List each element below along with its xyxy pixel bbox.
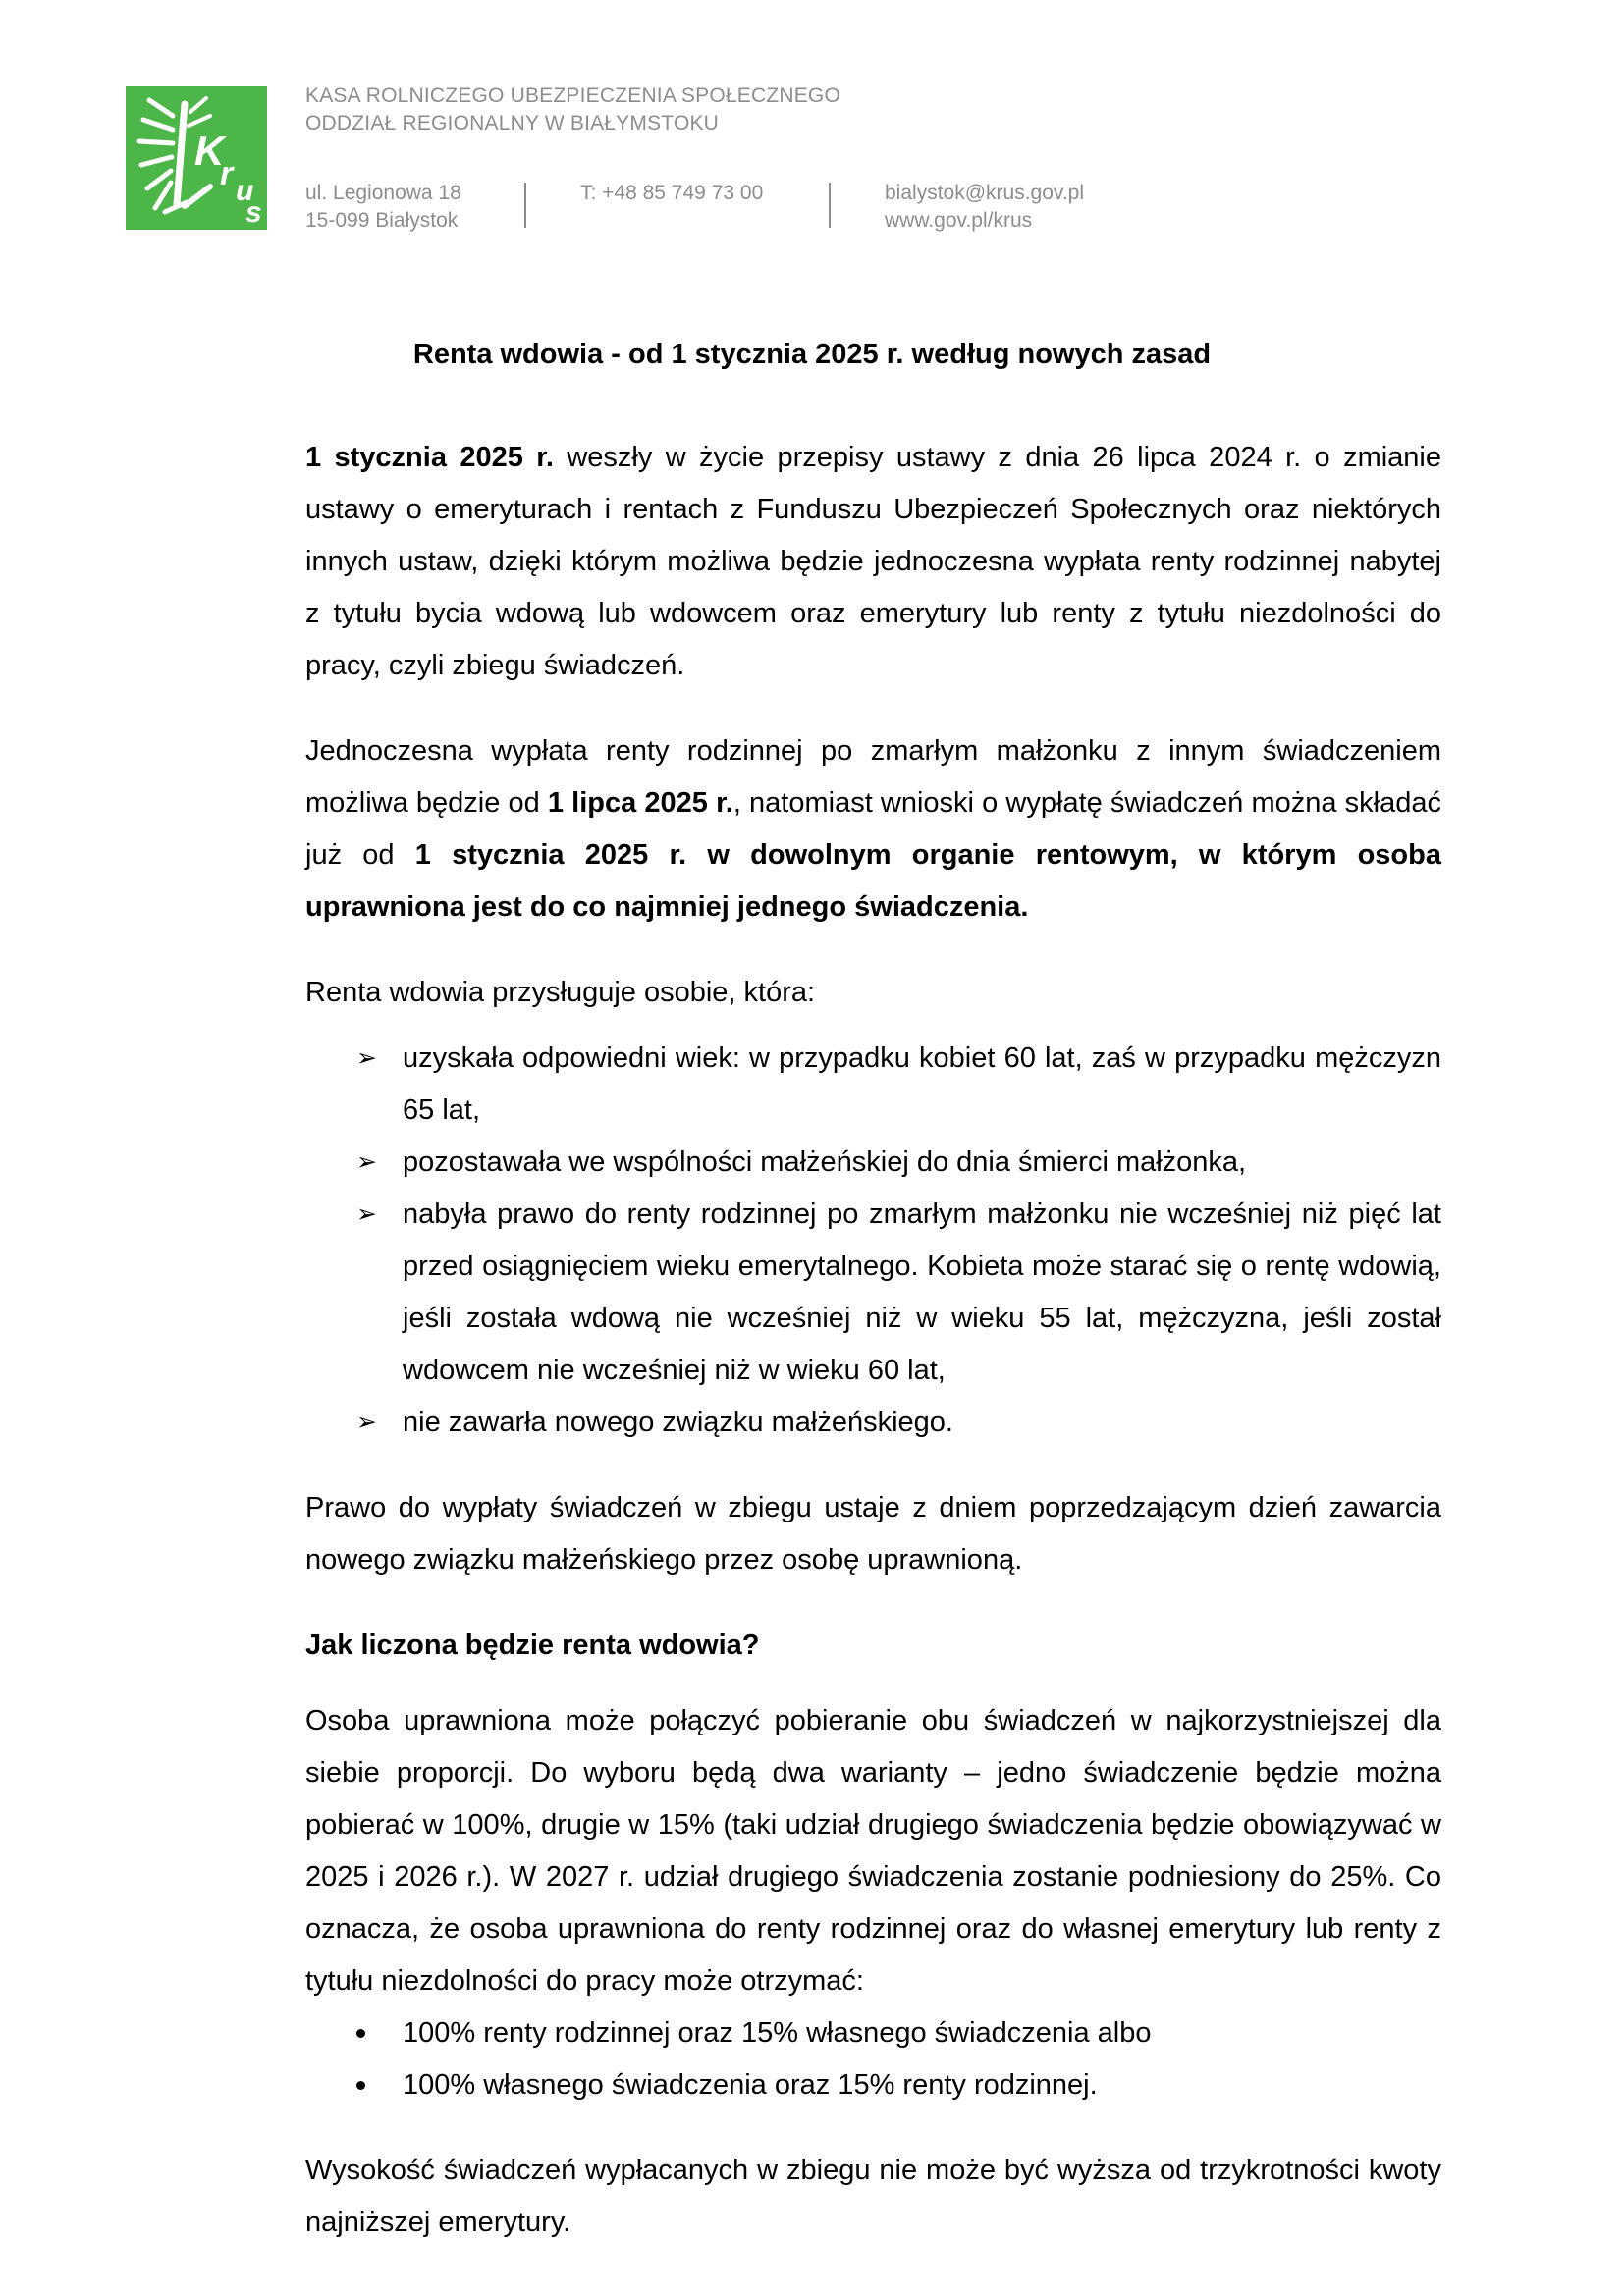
bullet-dot-icon: [356, 2029, 365, 2038]
paragraph-termination: Prawo do wypłaty świadczeń w zbiegu ustaje z dniem poprzedzającym dzień zawarcia nowego związku małżeńskiego przez osobę uprawnioną.: [305, 1492, 1441, 1575]
paragraph-calculation: Osoba uprawniona może połączyć pobieranie obu świadczeń w najkorzystniejszej dla siebie proporcji. Do wyboru będą dwa warianty – jedno świadczenie będzie można pobierać w 100%, drugie w 15% (taki udział drugiego świadczenia będzie obowiązywać w 2025 i 2026 r.). W 2027 r. udział drugiego świadczenia zostanie podniesiony do 25%. Co oznacza, że osoba uprawniona do renty rodzinnej oraz do własnej emerytury lub renty z tytułu niezdolności do pracy może otrzymać:: [305, 1705, 1441, 1997]
list-item: [305, 2059, 1441, 2111]
document-body: [305, 432, 1441, 2282]
list-item-text: pozostawała we wspólności małżeńskiej do dnia śmierci małżonka,: [403, 1147, 1247, 1178]
address-street: ul. Legionowa 18: [305, 182, 461, 204]
options-list: [305, 2007, 1441, 2111]
list-item: [305, 1033, 1441, 1137]
organization-name: [305, 82, 840, 137]
list-item: [305, 1189, 1441, 1397]
phone-block: [580, 180, 763, 207]
section-heading: Jak liczona będzie renta wdowia?: [305, 1629, 760, 1661]
list-item-text: 100% własnego świadczenia oraz 15% renty rodzinnej.: [403, 2069, 1098, 2101]
paragraph-limit: Wysokość świadczeń wypłacanych w zbiegu nie może być wyższa od trzykrotności kwoty najniższej emerytury.: [305, 2155, 1441, 2238]
svg-text:u: u: [236, 175, 254, 207]
svg-text:r: r: [220, 155, 234, 192]
arrow-bullet-icon: ➢: [356, 1409, 377, 1436]
payment-application-note: 1 stycznia 2025 r. w dowolnym organie rentowym, w którym osoba uprawniona jest do co najmniej jednego świadczenia.: [305, 839, 1441, 923]
organization-line-1: KASA ROLNICZEGO UBEZPIECZENIA SPOŁECZNEGO: [305, 84, 840, 107]
paragraph-intro: [305, 432, 1441, 692]
letterhead-divider: [524, 183, 526, 228]
eligibility-list: [305, 1033, 1441, 1449]
phone-number: T: +48 85 749 73 00: [580, 182, 764, 204]
list-item-text: 100% renty rodzinnej oraz 15% własnego świadczenia albo: [403, 2017, 1152, 2049]
website-link[interactable]: www.gov.pl/krus: [885, 209, 1033, 232]
list-item-text: nie zawarła nowego związku małżeńskiego.: [403, 1407, 953, 1438]
organization-line-2: ODDZIAŁ REGIONALNY W BIAŁYMSTOKU: [305, 112, 720, 134]
list-item: [305, 1137, 1441, 1189]
payment-text-2: , natomiast wnioski o wypłatę świadczeń można składać już od: [305, 787, 1441, 871]
list-item-text: uzyskała odpowiedni wiek: w przypadku kobiet 60 lat, zaś w przypadku mężczyzn 65 lat,: [403, 1042, 1441, 1126]
letterhead-divider: [829, 183, 831, 228]
arrow-bullet-icon: ➢: [356, 1201, 377, 1228]
svg-text:K: K: [194, 128, 225, 174]
payment-date: 1 lipca 2025 r.: [547, 787, 733, 819]
arrow-bullet-icon: ➢: [356, 1044, 377, 1072]
list-item: [305, 1397, 1441, 1449]
bullet-dot-icon: [356, 2081, 365, 2090]
payment-text-1: Jednoczesna wypłata renty rodzinnej po zmarłym małżonku z innym świadczeniem możliwa będzie od: [305, 735, 1441, 819]
paragraph-eligibility-intro: Renta wdowia przysługuje osobie, która:: [305, 977, 816, 1008]
document-title: Renta wdowia - od 1 stycznia 2025 r. według nowych zasad: [412, 339, 1212, 370]
address-block: [305, 180, 461, 235]
intro-text: weszły w życie przepisy ustawy z dnia 26 lipca 2024 r. o zmianie ustawy o emeryturach i rentach z Funduszu Ubezpieczeń Społecznych oraz niektórych innych ustaw, dzięki którym możliwa będzie jednoczesna wypłata renty rodzinnej nabytej z tytułu bycia wdową lub wdowcem oraz emerytury lub renty z tytułu niezdolności do pracy, czyli zbiegu świadczeń.: [305, 442, 1441, 681]
krus-logo-graphic: [126, 86, 267, 230]
list-item-text: nabyła prawo do renty rodzinnej po zmarłym małżonku nie wcześniej niż pięć lat przed osiągnięciem wieku emerytalnego. Kobieta może starać się o rentę wdowią, jeśli została wdową nie wcześniej niż w wieku 55 lat, mężczyzna, jeśli został wdowcem nie wcześniej niż w wieku 60 lat,: [403, 1199, 1441, 1386]
svg-text:s: s: [245, 196, 262, 229]
krus-logo: [126, 86, 267, 230]
intro-date: 1 stycznia 2025 r.: [305, 442, 554, 473]
online-contact-block: [885, 180, 1084, 235]
list-item: [305, 2007, 1441, 2059]
address-city: 15-099 Białystok: [305, 209, 459, 232]
email-link[interactable]: bialystok@krus.gov.pl: [885, 182, 1085, 204]
paragraph-payment-start: [305, 725, 1441, 934]
arrow-bullet-icon: ➢: [356, 1148, 377, 1176]
